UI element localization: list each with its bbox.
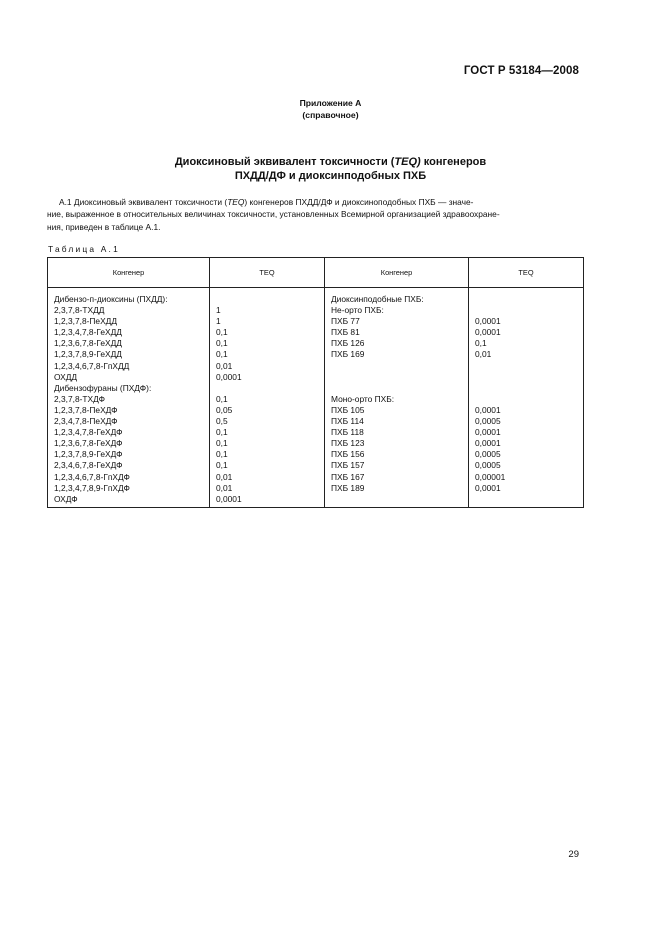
right-teq-value (475, 383, 577, 394)
right-teq-value: 0,0001 (475, 427, 501, 438)
left-congener-value: 1,2,3,4,6,7,8-ГпХДФ (54, 471, 130, 482)
right-teq-column (469, 288, 584, 508)
right-teq-value: 0,01 (475, 349, 492, 360)
right-congener-value: ПХБ 105 (331, 404, 365, 415)
right-teq-value: 0,0005 (475, 460, 501, 471)
right-congener-value: ПХБ 77 (331, 316, 360, 327)
right-congener-value: ПХБ 81 (331, 327, 360, 338)
left-congener-column (48, 288, 210, 508)
left-teq-value: 0,1 (216, 393, 228, 404)
right-teq-value (475, 394, 577, 405)
left-congener-value: 2,3,7,8-ТХДД (54, 305, 105, 316)
left-teq-column (210, 288, 325, 508)
left-congener-value: 2,3,4,7,8-ПеХДФ (54, 416, 118, 427)
header-congener-right: Конгенер (325, 258, 469, 288)
right-teq-value: 0,0001 (475, 482, 501, 493)
right-teq-value: 0,0005 (475, 449, 501, 460)
left-congener-value: 1,2,3,4,7,8-ГеХДД (54, 327, 122, 338)
left-congener-value: 1,2,3,6,7,8-ГеХДД (54, 338, 122, 349)
section-title-line-2: ПХДД/ДФ и диоксинподобных ПХБ (234, 170, 427, 182)
right-congener-value: ПХБ 169 (331, 349, 365, 360)
left-teq-value: 0,0001 (216, 493, 242, 504)
intro-line-2: ние, выраженное в относительных величинах токсичности, установленных Всемирной организацией здравоохране- (47, 209, 500, 220)
right-congener-value: ПХБ 189 (331, 482, 365, 493)
left-congener-value: 1,2,3,4,6,7,8-ГпХДД (54, 360, 130, 371)
right-congener-value: ПХБ 114 (331, 416, 364, 427)
right-congener-value: ПХБ 123 (331, 438, 365, 449)
left-teq-value: 0,05 (216, 404, 233, 415)
annex-heading (0, 97, 661, 121)
left-congener-value: 1,2,3,7,8,9-ГеХДФ (54, 449, 123, 460)
right-congener-value: ПХБ 156 (331, 449, 365, 460)
annex-subtitle: (справочное) (302, 110, 359, 120)
left-congener-value: 2,3,4,6,7,8-ГеХДФ (54, 460, 123, 471)
right-congener-value: Моно-орто ПХБ: (331, 393, 395, 404)
left-congener-value: Дибензофураны (ПХДФ): (54, 382, 152, 393)
intro-line-3: ния, приведен в таблице А.1. (47, 221, 161, 232)
left-congener-value: ОХДД (54, 371, 78, 382)
right-teq-value (475, 494, 577, 505)
right-teq-value: 0,1 (475, 338, 487, 349)
right-congener-value: ПХБ 167 (331, 471, 365, 482)
left-teq-value: 0,1 (216, 327, 228, 338)
section-title-post: конгенеров (420, 156, 487, 168)
right-congener-value (331, 494, 462, 505)
right-teq-value (475, 361, 577, 372)
left-teq-value: 0,1 (216, 427, 228, 438)
right-teq-value: 0,0005 (475, 416, 501, 427)
right-teq-value (475, 372, 577, 383)
section-title (0, 155, 661, 183)
left-teq-value: 0,5 (216, 416, 228, 427)
left-teq-value: 0,01 (216, 360, 233, 371)
intro-paragraph (47, 196, 583, 233)
intro-line-1-pre: А.1 Диоксиновый эквивалент токсичности ( (59, 197, 228, 207)
right-teq-value (475, 294, 577, 305)
intro-teq: TEQ (227, 197, 245, 207)
right-teq-value: 0,0001 (475, 438, 501, 449)
right-teq-value: 0,0001 (475, 327, 501, 338)
teq-table (47, 257, 584, 508)
section-title-teq: TEQ) (394, 156, 421, 168)
standard-designation: ГОСТ Р 53184—2008 (463, 65, 579, 77)
left-teq-value: 0,1 (216, 460, 228, 471)
right-congener-value (331, 361, 462, 372)
left-teq-value: 0,01 (216, 471, 233, 482)
annex-title: Приложение А (299, 98, 362, 108)
right-teq-value: 0,0001 (475, 404, 501, 415)
intro-line-1 (47, 196, 583, 208)
table-header-row (48, 258, 584, 288)
left-teq-value: 0,1 (216, 438, 228, 449)
left-congener-value: 1,2,3,4,7,8-ГеХДФ (54, 427, 123, 438)
left-teq-value (216, 383, 318, 394)
right-teq-value: 0,00001 (475, 471, 506, 482)
page-number: 29 (568, 849, 579, 860)
section-title-pre: Диоксиновый эквивалент токсичности ( (174, 156, 395, 168)
left-teq-value: 0,1 (216, 338, 228, 349)
left-congener-value: 1,2,3,7,8-ПеХДД (54, 316, 117, 327)
left-teq-value: 0,0001 (216, 371, 242, 382)
table-caption: Таблица А.1 (48, 244, 120, 254)
left-congener-value: ОХДФ (54, 493, 78, 504)
right-congener-value (331, 383, 462, 394)
left-teq-value: 0,1 (216, 349, 228, 360)
right-teq-value (475, 305, 577, 316)
left-congener-value: Дибензо-п-диоксины (ПХДД): (54, 294, 168, 304)
right-congener-column (325, 288, 469, 508)
left-congener-value: 1,2,3,4,7,8,9-ГпХДФ (54, 482, 130, 493)
left-teq-value (216, 294, 318, 305)
right-congener-value: ПХБ 118 (331, 427, 364, 438)
left-congener-value: 1,2,3,7,8,9-ГеХДД (54, 349, 122, 360)
left-congener-value: 1,2,3,6,7,8-ГеХДФ (54, 438, 123, 449)
left-teq-value: 1 (216, 316, 221, 327)
left-teq-value: 0,1 (216, 449, 228, 460)
table-body-row (48, 288, 584, 508)
header-teq-left: TEQ (210, 258, 325, 288)
left-teq-value: 1 (216, 305, 221, 316)
right-teq-value: 0,0001 (475, 316, 501, 327)
left-congener-value: 1,2,3,7,8-ПеХДФ (54, 404, 118, 415)
header-teq-right: TEQ (469, 258, 584, 288)
left-teq-value: 0,01 (216, 482, 233, 493)
section-title-line-1 (0, 155, 661, 169)
right-congener-value: Не-орто ПХБ: (331, 305, 384, 316)
intro-line-1-post: ) конгенеров ПХДД/ДФ и диоксиноподобных ПХБ — значе- (244, 197, 474, 207)
right-congener-value (331, 372, 462, 383)
right-congener-value: ПХБ 157 (331, 460, 365, 471)
right-congener-value: Диоксинподобные ПХБ: (331, 294, 424, 304)
header-congener-left: Конгенер (48, 258, 210, 288)
right-congener-value: ПХБ 126 (331, 338, 365, 349)
left-congener-value: 2,3,7,8-ТХДФ (54, 393, 105, 404)
